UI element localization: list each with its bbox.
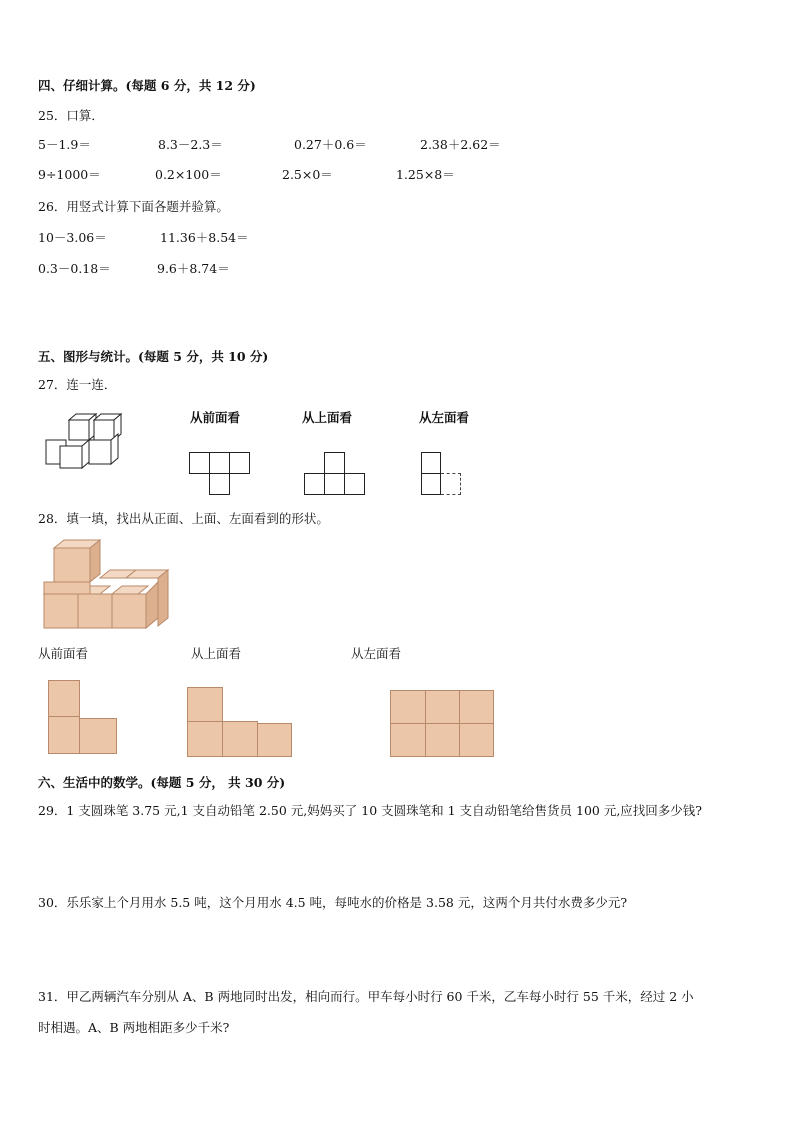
q28-label: 28．填一填，找出从正面、上面、左面看到的形状。: [38, 511, 329, 526]
section5-heading: 五、图形与统计。(每题 5 分，共 10 分): [38, 349, 269, 364]
q25-item: 5－1.9＝: [38, 137, 91, 152]
section6-heading: 六、生活中的数学。(每题 5 分， 共 30 分): [38, 775, 286, 790]
q26-item: 0.3－0.18＝: [38, 261, 111, 276]
q25-label: 25．口算．: [38, 108, 104, 123]
q25-item: 0.2×100＝: [155, 167, 222, 182]
q25-item: 0.27＋0.6＝: [294, 137, 367, 152]
q31-text-line1: 31．甲乙两辆汽车分别从 A、B 两地同时出发，相向而行。甲车每小时行 60 千米，乙车每小时行 55 千米，经过 2 小: [38, 989, 694, 1004]
q30-text: 30．乐乐家上个月用水 5.5 吨，这个月用水 4.5 吨，每吨水的价格是 3.58 元，这两个月共付水费多少元?: [38, 895, 628, 910]
q28-view-label-left: 从左面看: [351, 646, 402, 661]
q26-item: 11.36＋8.54＝: [160, 230, 249, 245]
q25-item: 8.3－2.3＝: [158, 137, 223, 152]
q26-label: 26．用竖式计算下面各题并验算。: [38, 199, 229, 214]
q31-text-line2: 时相遇。A、B 两地相距多少千米?: [38, 1020, 230, 1035]
q28-view-label-top: 从上面看: [191, 646, 242, 661]
q25-item: 2.38＋2.62＝: [420, 137, 501, 152]
q27-view-label-front: 从前面看: [190, 410, 241, 425]
q27-cube-figure: [44, 408, 134, 468]
q27-view-label-top: 从上面看: [302, 410, 353, 425]
q28-cube-figure: [44, 538, 174, 630]
q27-label: 27．连一连．: [38, 377, 117, 392]
q29-text: 29．1 支圆珠笔 3.75 元,1 支自动铅笔 2.50 元,妈妈买了 10 支圆珠笔和 1 支自动铅笔给售货员 100 元,应找回多少钱?: [38, 803, 702, 818]
q27-view-label-left: 从左面看: [419, 410, 470, 425]
q26-item: 9.6＋8.74＝: [157, 261, 230, 276]
section4-heading: 四、仔细计算。(每题 6 分，共 12 分): [38, 78, 256, 93]
q25-item: 9÷1000＝: [38, 167, 101, 182]
q28-view-label-front: 从前面看: [38, 646, 89, 661]
q25-item: 2.5×0＝: [282, 167, 333, 182]
q25-item: 1.25×8＝: [396, 167, 455, 182]
q26-item: 10－3.06＝: [38, 230, 107, 245]
